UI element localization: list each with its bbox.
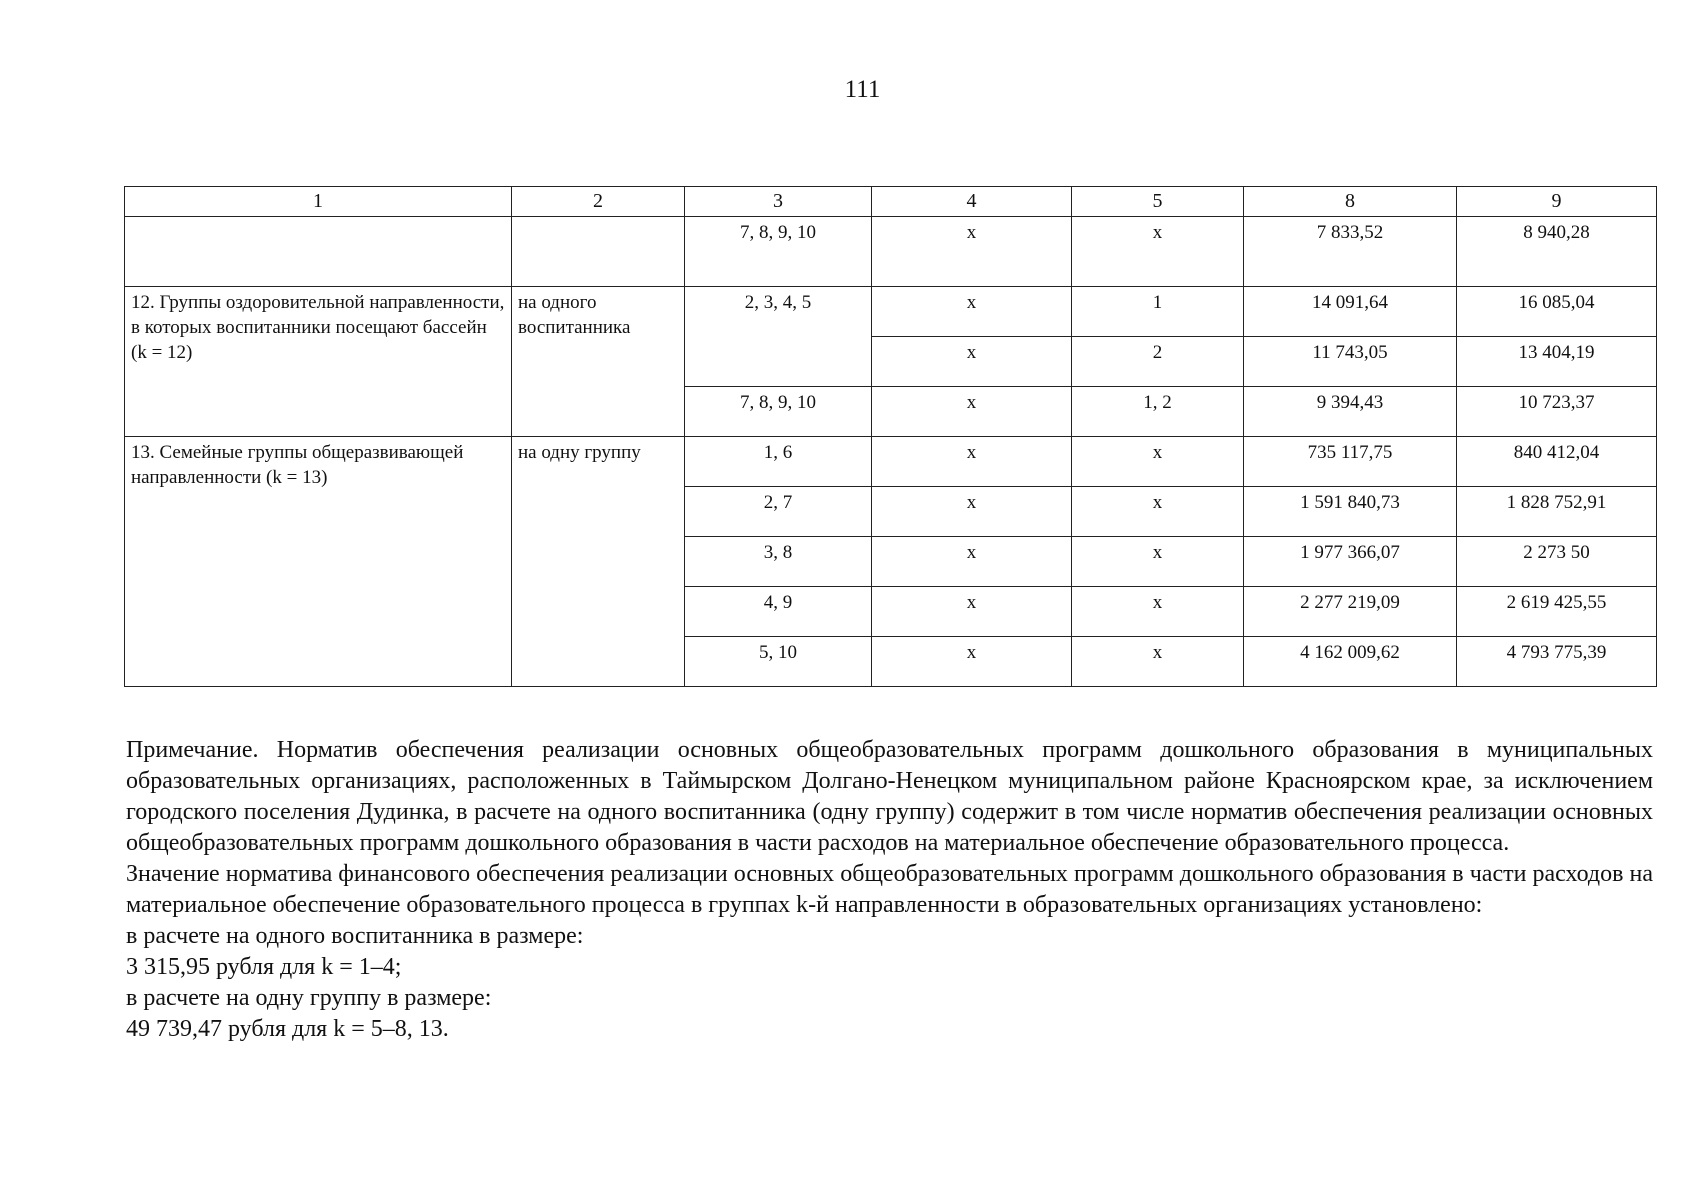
table-row (125, 217, 1657, 287)
cell-col8: 2 277 219,09 (1244, 587, 1457, 637)
cell-col3: 4, 9 (685, 587, 872, 637)
table-header-row (125, 187, 1657, 217)
note-line-5: в расчете на одну группу в размере: (126, 985, 492, 1011)
note-section (126, 735, 1653, 1045)
cell-col9: 2 273 50 (1457, 537, 1657, 587)
cell-col4: х (872, 217, 1072, 287)
col-header-4: 4 (872, 187, 1072, 217)
cell-col8: 735 117,75 (1244, 437, 1457, 487)
page-number: 111 (844, 76, 881, 103)
cell-col3: 7, 8, 9, 10 (685, 217, 872, 287)
cell-col3: 1, 6 (685, 437, 872, 487)
cell-col9: 2 619 425,55 (1457, 587, 1657, 637)
note-line-4: 3 315,95 рубля для k = 1–4; (126, 954, 402, 980)
cell-col8: 1 591 840,73 (1244, 487, 1457, 537)
cell-col8: 9 394,43 (1244, 387, 1457, 437)
cell-col5: х (1072, 637, 1244, 687)
table-row (125, 287, 1657, 337)
note-line-6: 49 739,47 рубля для k = 5–8, 13. (126, 1016, 449, 1042)
cell-col4: х (872, 337, 1072, 387)
cell-col4: х (872, 587, 1072, 637)
col-header-5: 5 (1072, 187, 1244, 217)
col-header-8: 8 (1244, 187, 1457, 217)
table-row (125, 437, 1657, 487)
col-header-9: 9 (1457, 187, 1657, 217)
note-paragraph-1: Примечание. Норматив обеспечения реализации основных общеобразовательных программ дошкольного образования в муниципальных образовательных организациях, расположенных в Таймырском Долгано-Ненецком муниципальном районе Красноярском крае, за исключением городского поселения Дудинка, в расчете на одного воспитанника (одну группу) содержит в том числе норматив обеспечения реализации основных общеобразовательных программ дошкольного образования в части расходов на материальное обеспечение образовательного процесса. (126, 737, 1653, 856)
col-header-1: 1 (125, 187, 512, 217)
cell-col4: х (872, 437, 1072, 487)
cell-col3: 7, 8, 9, 10 (685, 387, 872, 437)
note-paragraph-2: Значение норматива финансового обеспечения реализации основных общеобразовательных программ дошкольного образования в части расходов на материальное обеспечение образовательного процесса в группах k-й направленности в образовательных организациях установлено: (126, 861, 1653, 918)
normative-table (124, 186, 1657, 687)
cell-col9: 16 085,04 (1457, 287, 1657, 337)
cell-col5: х (1072, 437, 1244, 487)
cell-col9: 10 723,37 (1457, 387, 1657, 437)
cell-col5: х (1072, 487, 1244, 537)
cell-group (125, 217, 512, 287)
cell-col4: х (872, 487, 1072, 537)
cell-col9: 840 412,04 (1457, 437, 1657, 487)
cell-col5: 1 (1072, 287, 1244, 337)
cell-col5: 2 (1072, 337, 1244, 387)
cell-col9: 13 404,19 (1457, 337, 1657, 387)
note-line-3: в расчете на одного воспитанника в размере: (126, 923, 584, 949)
cell-col9: 1 828 752,91 (1457, 487, 1657, 537)
cell-group: 12. Группы оздоровительной направленности, в которых воспитанники посещают бассейн (k = 12) (125, 287, 512, 437)
cell-col4: х (872, 287, 1072, 337)
cell-col3: 3, 8 (685, 537, 872, 587)
cell-col5: х (1072, 587, 1244, 637)
cell-unit: на одну группу (512, 437, 685, 687)
cell-col5: 1, 2 (1072, 387, 1244, 437)
cell-col3: 2, 7 (685, 487, 872, 537)
cell-col8: 1 977 366,07 (1244, 537, 1457, 587)
cell-col8: 11 743,05 (1244, 337, 1457, 387)
cell-col8: 14 091,64 (1244, 287, 1457, 337)
cell-col5: х (1072, 217, 1244, 287)
cell-group: 13. Семейные группы общеразвивающей направленности (k = 13) (125, 437, 512, 687)
cell-col4: х (872, 637, 1072, 687)
col-header-3: 3 (685, 187, 872, 217)
cell-col9: 4 793 775,39 (1457, 637, 1657, 687)
cell-unit: на одного воспитанника (512, 287, 685, 437)
cell-col9: 8 940,28 (1457, 217, 1657, 287)
cell-col8: 4 162 009,62 (1244, 637, 1457, 687)
cell-col3: 2, 3, 4, 5 (685, 287, 872, 387)
cell-col5: х (1072, 537, 1244, 587)
cell-unit (512, 217, 685, 287)
col-header-2: 2 (512, 187, 685, 217)
cell-col4: х (872, 387, 1072, 437)
cell-col3: 5, 10 (685, 637, 872, 687)
cell-col4: х (872, 537, 1072, 587)
cell-col8: 7 833,52 (1244, 217, 1457, 287)
